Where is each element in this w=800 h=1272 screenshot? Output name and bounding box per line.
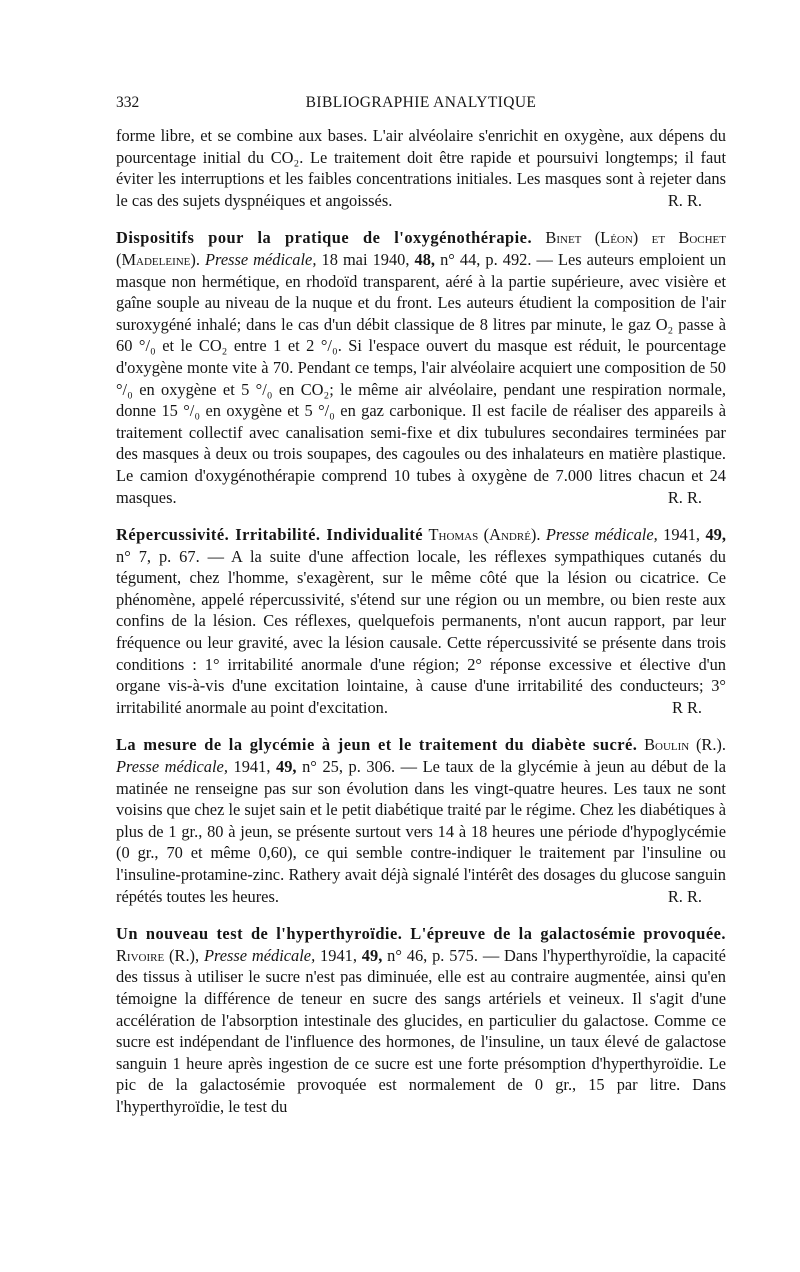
- signature: R. R.: [667, 190, 702, 210]
- entry-volume: 49,: [705, 525, 726, 545]
- entry-body: — Dans l'hyperthyroïdie, la capacité des tissus à utiliser le sucre n'est pas diminuée, elle est au contraire augmentée, ainsi qu'en témoigne la différence de teneur en sucre des sangs artériels et veineux. Il s'agit d'une accélération de l'absorption intestinale des glucides, en particulier du galactose. Comme ce sucre est indépendant de l'influence des hormones, de l'insuline, un taux élevé de galactose sanguin 1 heure après ingestion de ce sucre est une forte présomption d'hyperthyroïdie. Le pic de la galactosémie provoquée est normalement de 0 gr., 15 par litre. Dans l'hyperthyroïdie, le test du: [116, 945, 726, 1116]
- entry-date: 18 mai 1940,: [321, 249, 410, 269]
- entry-volume: 49,: [361, 945, 383, 965]
- entry-body: — A la suite d'une affection locale, les réflexes sympathiques cutanés du tégument, chez l'homme, s'exagèrent, sur le même côté que la lésion ou cicatrice. Ce phénomène, appelé répercussivité, s'étend sur une région ou un membre, ou bien reste aux confins de la lésion. Ces réflexes, quelquefois permanents, n'ont aucun rapport, par leur fréquence ou leur gravité, avec la lésion causale. Cette répercussivité se présente dans trois conditions : 1° irritabilité anormale d'une région; 2° réponse excessive et élective d'un organe vis-à-vis d'une excitation lointaine, à cause d'une irritabilité des conducteurs; 3° irritabilité anormale au point d'excitation.: [116, 546, 726, 717]
- entry-body: — Le taux de la glycémie à jeun au début de la matinée ne renseigne pas sur son évolution dans les vingt-quatre heures. Les taux ne sont voisins que chez le sujet sain et le petit diabétique traité par le régime. Chez les diabétiques à plus de 1 gr., 80 à jeun, se présente surtout vers 14 à 18 heures une période d'hypoglycémie (0 gr., 70 et même 0,60), ce qui semble contre-indiquer le traitement par l'insuline ou l'insuline-protamine-zinc. Rathery avait déjà signalé l'intérêt des dosages du glucose sanguin répétés toutes les heures.: [116, 757, 727, 906]
- entry-date: 1941,: [663, 525, 701, 545]
- signature: R. R.: [667, 487, 702, 507]
- entry-authors: Rivoire (R.),: [116, 945, 200, 965]
- entry-journal: Presse médicale,: [545, 525, 658, 545]
- entry-journal: Presse médicale,: [205, 249, 317, 269]
- page-number: 332: [116, 94, 140, 111]
- signature: R. R.: [667, 886, 702, 906]
- entry-volume: 48,: [414, 249, 436, 269]
- entry-title: Répercussivité. Irritabilité. Individualité: [116, 525, 424, 545]
- entry-volume: 49,: [276, 757, 297, 777]
- entry-journal: Presse médicale,: [116, 757, 228, 777]
- entry-journal: Presse médicale,: [203, 945, 316, 965]
- bibliography-entry: [116, 923, 726, 1117]
- entry-title: Dispositifs pour la pratique de l'oxygénothérapie.: [116, 228, 533, 248]
- entry-issue: n° 25, p. 306.: [302, 757, 396, 777]
- signature: R R.: [671, 697, 702, 717]
- entry-authors: Boulin (R.).: [644, 735, 726, 755]
- entry-issue: n° 7, p. 67.: [116, 546, 200, 566]
- entry-title: Un nouveau test de l'hyperthyroïdie. L'épreuve de la galactosémie provoquée.: [116, 924, 726, 944]
- entry-issue: n° 46, p. 575.: [387, 945, 478, 965]
- running-title: BIBLIOGRAPHIE ANALYTIQUE: [305, 94, 537, 111]
- bibliography-entry: [116, 734, 726, 907]
- page-header: [116, 92, 726, 116]
- entry-authors: Thomas (André).: [428, 525, 541, 545]
- continuation-text: forme libre, et se combine aux bases. L'air alvéolaire s'enrichit en oxygène, aux dépens du pourcentage initial du CO₂. Le traitement doit être rapide et poursuivi longtemps; il faut éviter les interruptions et les faibles concentrations initiales. Les masques sont à rejeter dans le cas des sujets dyspnéiques et angoissés.: [116, 126, 726, 210]
- continuation-paragraph: [116, 125, 726, 211]
- bibliography-entry: [116, 524, 726, 718]
- bibliography-entry: [116, 227, 726, 508]
- document-page: [116, 92, 726, 1118]
- entry-authors: Binet (Léon) et Bochet (Madeleine).: [116, 228, 726, 269]
- entry-date: 1941,: [233, 757, 271, 777]
- entry-body: — Les auteurs emploient un masque non hermétique, en rhodoïd transparent, aéré à la partie supérieure, avec visière et gaîne souple au niveau de la nuque et du front. Les auteurs étudient la composition de l'air suroxygéné inhalé; dans le cas d'un débit classique de 8 litres par minute, le gaz O₂ passe à 60 °/₀ et le CO₂ entre 1 et 2 °/₀. Si l'espace ouvert du masque est réduit, le pourcentage d'oxygène monte vite à 70. Pendant ce temps, l'air alvéolaire acquiert une composition de 50 °/₀ en oxygène et 5 °/₀ en CO₂; le même air alvéolaire, pendant une respiration normale, donne 15 °/₀ en oxygène et 5 °/₀ en gaz carbonique. Il est facile de réaliser des appareils à traitement collectif avec canalisation semi-fixe et dix tubulures secondaires terminées par des masques à deux ou trois soupapes, des cagoules ou des inhalateurs en matière plastique. Le camion d'oxygénothérapie comprend 10 tubes à oxygène de 7.000 litres chacun et 24 masques.: [116, 249, 727, 507]
- entry-issue: n° 44, p. 492.: [440, 249, 532, 269]
- entry-title: La mesure de la glycémie à jeun et le traitement du diabète sucré.: [116, 735, 638, 755]
- entry-date: 1941,: [320, 945, 357, 965]
